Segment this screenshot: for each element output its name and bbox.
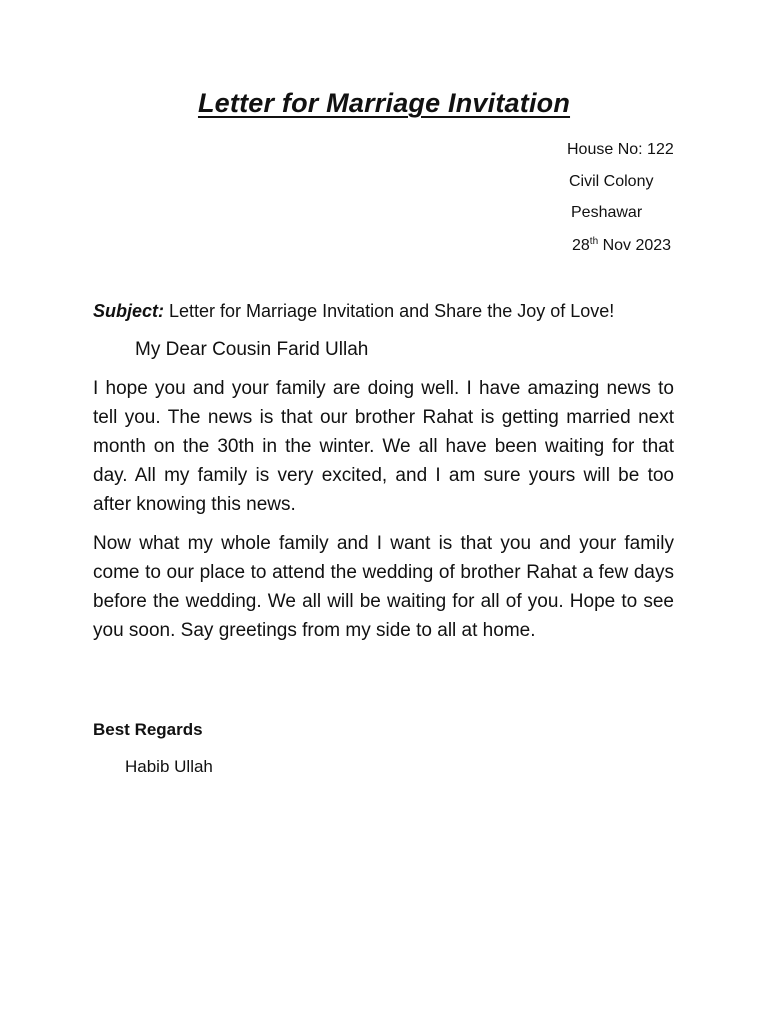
subject-text: Letter for Marriage Invitation and Share the Joy of Love!: [164, 301, 615, 321]
date-suffix: th: [589, 236, 599, 247]
letter-title: Letter for Marriage Invitation: [197, 88, 571, 118]
subject-line: [93, 301, 614, 322]
address-area: Civil Colony: [569, 173, 654, 190]
closing: Best Regards: [93, 720, 203, 739]
address-city: Peshawar: [571, 204, 643, 221]
salutation: My Dear Cousin Farid Ullah: [135, 339, 369, 360]
body-paragraph-2: Now what my whole family and I want is that you and your family come to our place to attend the wedding of brother Rahat a few days before the wedding. We all will be waiting for all of you. Hope to see you soon. Say greetings from my side to all at home.: [93, 533, 674, 641]
date-day: 28: [572, 237, 590, 254]
subject-label: Subject:: [93, 301, 165, 321]
sender-name: Habib Ullah: [125, 757, 213, 776]
letter-date: [572, 237, 671, 255]
body-paragraph-1: I hope you and your family are doing well. I have amazing news to tell you. The news is that our brother Rahat is getting married next month on the 30th in the winter. We all have been waiting for that day. All my family is very excited, and I am sure yours will be too after knowing this news.: [93, 378, 674, 515]
address-house: House No: 122: [567, 141, 674, 158]
date-month-year: Nov 2023: [598, 237, 672, 254]
